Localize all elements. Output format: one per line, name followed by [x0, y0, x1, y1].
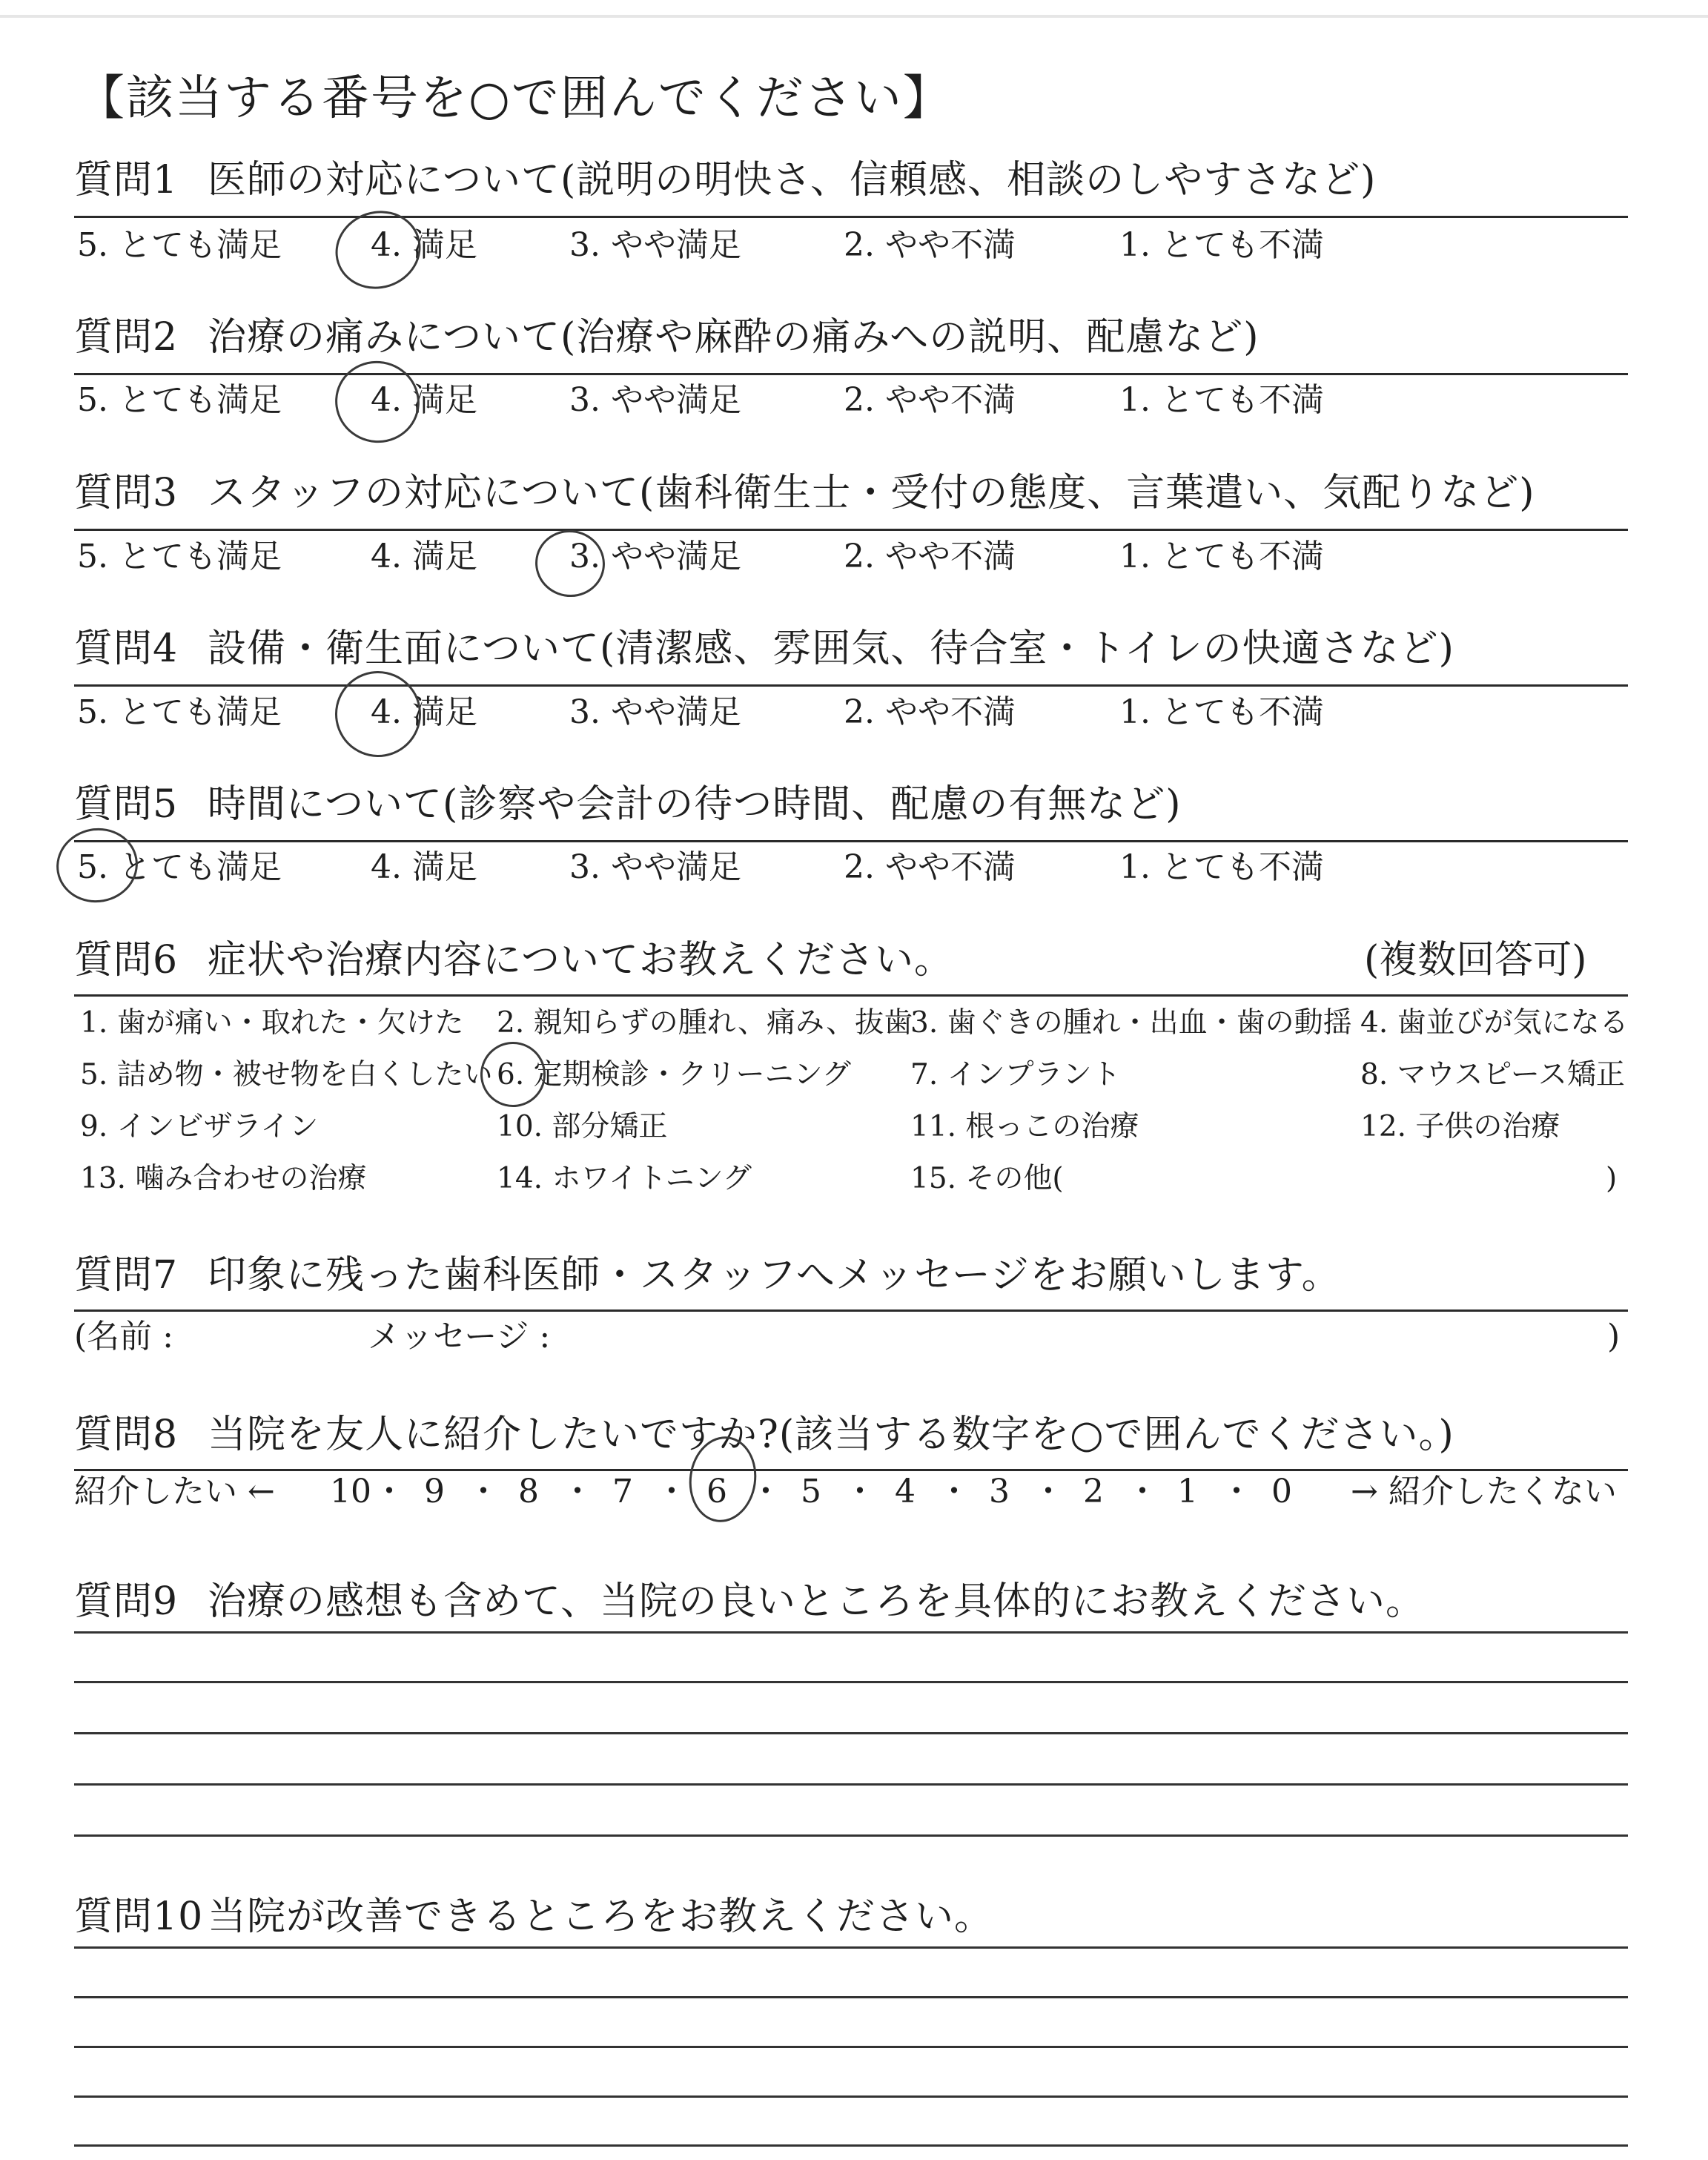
rating-option-2[interactable]: 2. やや不満 [844, 693, 1016, 731]
question-text: 治療の感想も含めて、当院の良いところを具体的にお教えください。 [208, 1579, 1425, 1624]
treatment-option-15[interactable]: 15. その他( [910, 1162, 1064, 1195]
question-number: 質問10 [74, 1895, 204, 1939]
rating-option-2[interactable]: 2. やや不満 [844, 848, 1016, 886]
rating-option-2[interactable]: 2. やや不満 [844, 381, 1016, 419]
scan-edge [0, 15, 1708, 18]
scale-value-3[interactable]: 3 [989, 1473, 1010, 1510]
rating-option-3[interactable]: 3. やや満足 [569, 381, 741, 419]
question-number: 質問1 [74, 158, 179, 202]
writing-line[interactable] [74, 1681, 1628, 1683]
question-number: 質問2 [74, 315, 179, 360]
scale-value-6[interactable]: 6 [706, 1473, 727, 1510]
writing-line[interactable] [74, 1732, 1628, 1734]
hand-drawn-selection-circle [476, 1037, 549, 1111]
scale-value-0[interactable]: 0 [1271, 1473, 1292, 1510]
treatment-option-8[interactable]: 8. マウスピース矯正 [1360, 1058, 1625, 1091]
rating-option-4[interactable]: 4. 満足 [371, 693, 477, 731]
treatment-option-12[interactable]: 12. 子供の治療 [1360, 1110, 1560, 1143]
writing-line[interactable] [74, 2144, 1628, 2147]
scale-separator: ・ [844, 1473, 876, 1510]
scale-value-4[interactable]: 4 [895, 1473, 916, 1510]
scale-separator: ・ [1032, 1473, 1065, 1510]
scale-separator: ・ [467, 1473, 500, 1510]
question-1-title [74, 158, 1376, 202]
treatment-option-14[interactable]: 14. ホワイトニング [497, 1162, 752, 1195]
question-7-title [74, 1253, 1341, 1298]
question-8 [74, 1413, 1631, 1516]
treatment-option-4[interactable]: 4. 歯並びが気になる [1360, 1006, 1629, 1040]
message-label: メッセージ : [368, 1318, 551, 1355]
question-number: 質問5 [74, 782, 179, 827]
question-2 [74, 315, 1631, 434]
treatment-option-6[interactable]: 6. 定期検診・クリーニング [497, 1058, 851, 1091]
question-3-title [74, 471, 1535, 515]
question-5 [74, 782, 1631, 901]
divider [74, 1469, 1628, 1471]
question-text: 印象に残った歯科医師・スタッフへメッセージをお願いします。 [208, 1253, 1341, 1298]
question-text: スタッフの対応について(歯科衛生士・受付の態度、言葉遣い、気配りなど) [208, 471, 1535, 515]
recommend-left-label: 紹介したい ← [74, 1473, 275, 1510]
rating-option-1[interactable]: 1. とても不満 [1119, 538, 1324, 575]
question-text: 症状や治療内容についてお教えください。 [208, 938, 953, 982]
question-1 [74, 158, 1631, 277]
rating-option-5[interactable]: 5. とても満足 [77, 693, 282, 731]
hand-drawn-selection-circle [530, 525, 610, 603]
rating-option-2[interactable]: 2. やや不満 [844, 538, 1016, 575]
question-number: 質問8 [74, 1413, 179, 1457]
multiple-answers-note: (複数回答可) [1364, 938, 1587, 982]
question-2-title [74, 315, 1260, 360]
rating-option-3[interactable]: 3. やや満足 [569, 226, 741, 264]
question-9-title [74, 1579, 1425, 1624]
rating-option-2[interactable]: 2. やや不満 [844, 226, 1016, 264]
question-number: 質問9 [74, 1579, 179, 1624]
hand-drawn-selection-circle [327, 663, 429, 765]
rating-option-4[interactable]: 4. 満足 [371, 538, 477, 575]
writing-line[interactable] [74, 1783, 1628, 1786]
question-text: 当院が改善できるところをお教えください。 [208, 1895, 994, 1939]
treatment-option-13[interactable]: 13. 噛み合わせの治療 [80, 1162, 367, 1195]
scale-value-5[interactable]: 5 [801, 1473, 821, 1510]
question-text: 治療の痛みについて(治療や麻酔の痛みへの説明、配慮など) [208, 315, 1260, 360]
name-label: (名前 : [74, 1318, 173, 1355]
scale-separator: ・ [1126, 1473, 1159, 1510]
treatment-option-7[interactable]: 7. インプラント [910, 1058, 1121, 1091]
writing-line[interactable] [74, 1834, 1628, 1837]
question-3 [74, 471, 1631, 589]
question-4 [74, 627, 1631, 745]
scale-separator: ・ [749, 1473, 782, 1510]
rating-option-3[interactable]: 3. やや満足 [569, 848, 741, 886]
question-text: 当院を友人に紹介したいですか?(該当する数字を○で囲んでください。) [208, 1413, 1454, 1457]
question-4-title [74, 627, 1454, 671]
scale-value-10[interactable]: 10 [330, 1473, 371, 1510]
rating-option-3[interactable]: 3. やや満足 [569, 538, 741, 575]
writing-line[interactable] [74, 1946, 1628, 1949]
question-9 [74, 1579, 1631, 1639]
treatment-option-1[interactable]: 1. 歯が痛い・取れた・欠けた [80, 1006, 464, 1040]
writing-line[interactable] [74, 1996, 1628, 1998]
rating-option-5[interactable]: 5. とても満足 [77, 226, 282, 264]
divider [74, 373, 1628, 375]
rating-option-1[interactable]: 1. とても不満 [1119, 848, 1324, 886]
question-text: 設備・衛生面について(清潔感、雰囲気、待合室・トイレの快適さなど) [208, 627, 1454, 671]
rating-option-4[interactable]: 4. 満足 [371, 848, 477, 886]
treatment-option-2[interactable]: 2. 親知らずの腫れ、痛み、抜歯 [497, 1006, 913, 1040]
question-number: 質問7 [74, 1253, 179, 1298]
rating-option-3[interactable]: 3. やや満足 [569, 693, 741, 731]
hand-drawn-selection-circle [325, 200, 431, 300]
scale-value-7[interactable]: 7 [612, 1473, 633, 1510]
divider [74, 529, 1628, 531]
question-10 [74, 1895, 1631, 1954]
question-number: 質問4 [74, 627, 179, 671]
scale-value-9[interactable]: 9 [424, 1473, 445, 1510]
writing-line[interactable] [74, 2046, 1628, 2048]
recommend-right-label: → 紹介したくない [1351, 1473, 1617, 1510]
rating-option-5[interactable]: 5. とても満足 [77, 538, 282, 575]
page-title: 【該当する番号を○で囲んでください】 [77, 71, 952, 126]
treatment-option-11[interactable]: 11. 根っこの治療 [910, 1110, 1139, 1143]
divider [74, 994, 1628, 997]
divider [74, 684, 1628, 687]
scale-separator: ・ [561, 1473, 594, 1510]
scale-separator: ・ [938, 1473, 970, 1510]
writing-line[interactable] [74, 2095, 1628, 2098]
divider [74, 840, 1628, 842]
treatment-option-10[interactable]: 10. 部分矯正 [497, 1110, 668, 1143]
rating-option-4[interactable]: 4. 満足 [371, 226, 477, 264]
question-8-title [74, 1413, 1454, 1457]
rating-option-1[interactable]: 1. とても不満 [1119, 381, 1324, 419]
scale-separator: ・ [1220, 1473, 1253, 1510]
question-text: 時間について(診察や会計の待つ時間、配慮の有無など) [208, 782, 1182, 827]
treatment-option-9[interactable]: 9. インビザライン [80, 1110, 319, 1143]
rating-option-5[interactable]: 5. とても満足 [77, 381, 282, 419]
question-6-title [74, 938, 953, 982]
question-10-title [74, 1895, 993, 1939]
question-7 [74, 1253, 1631, 1357]
treatment-option-5[interactable]: 5. 詰め物・被せ物を白くしたい [80, 1058, 493, 1091]
question-text: 医師の対応について(説明の明快さ、信頼感、相談のしやすさなど) [208, 158, 1377, 202]
treatment-option-3[interactable]: 3. 歯ぐきの腫れ・出血・歯の動揺 [910, 1006, 1352, 1040]
rating-option-1[interactable]: 1. とても不満 [1119, 226, 1324, 264]
divider [74, 216, 1628, 218]
message-close-paren: ) [1607, 1318, 1621, 1355]
divider [74, 1309, 1628, 1312]
scale-separator: ・ [373, 1473, 406, 1510]
rating-option-1[interactable]: 1. とても不満 [1119, 693, 1324, 731]
question-5-title [74, 782, 1182, 827]
scale-value-2[interactable]: 2 [1083, 1473, 1104, 1510]
hand-drawn-selection-circle [326, 351, 429, 452]
scale-value-8[interactable]: 8 [518, 1473, 539, 1510]
scale-value-1[interactable]: 1 [1177, 1473, 1198, 1510]
writing-line[interactable] [74, 1631, 1628, 1634]
scale-separator: ・ [655, 1473, 688, 1510]
rating-option-4[interactable]: 4. 満足 [371, 381, 477, 419]
rating-option-5[interactable]: 5. とても満足 [77, 848, 282, 886]
question-number: 質問6 [74, 938, 179, 982]
other-close-paren: ) [1606, 1162, 1618, 1195]
hand-drawn-selection-circle [50, 822, 144, 909]
question-number: 質問3 [74, 471, 179, 515]
question-6 [74, 938, 1631, 1220]
